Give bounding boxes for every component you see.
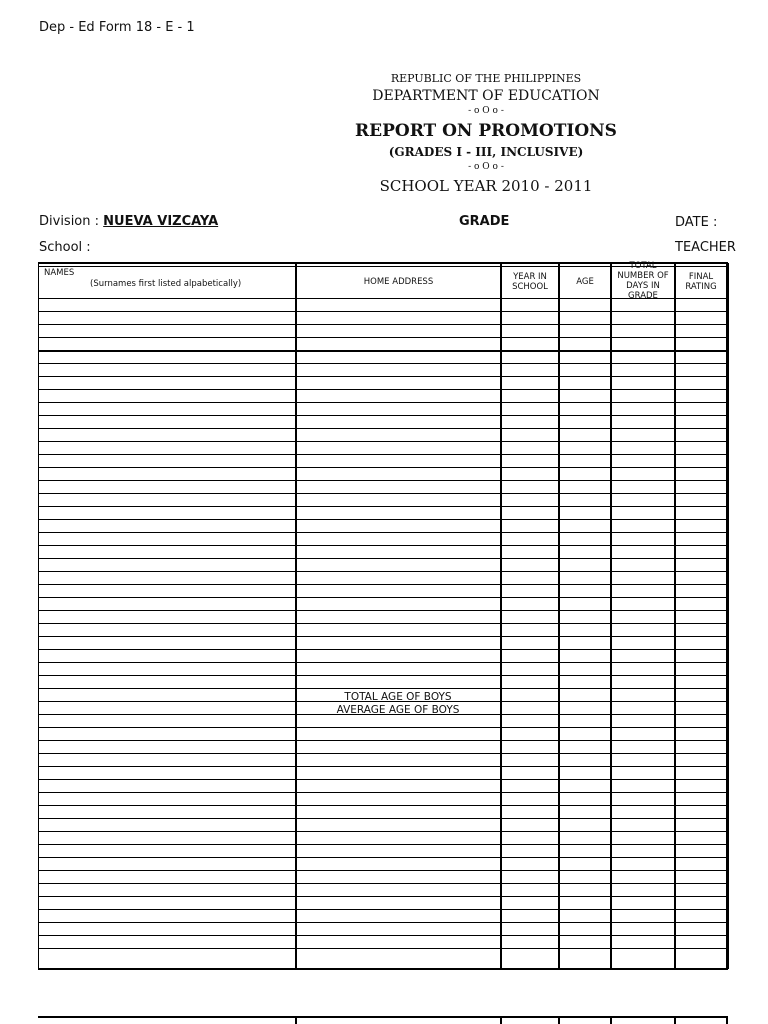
row-rule <box>38 675 728 676</box>
row-rule <box>38 779 728 780</box>
row-rule <box>38 623 728 624</box>
date-label: DATE : <box>675 215 718 230</box>
row-rule <box>38 558 728 559</box>
row-rule <box>38 935 728 936</box>
row-rule <box>38 584 728 585</box>
row-rule <box>38 441 728 442</box>
home-address-column-header: HOME ADDRESS <box>363 277 434 287</box>
final-rating-column-header: FINAL RATING <box>685 272 717 292</box>
row-rule <box>38 363 728 364</box>
row-rule <box>38 389 728 390</box>
age-column-header: AGE <box>576 277 594 287</box>
column-divider <box>674 1016 676 1024</box>
row-rule <box>38 844 728 845</box>
column-divider <box>295 1016 297 1024</box>
total-days-column-header: TOTAL NUMBER OF DAYS IN GRADE <box>617 261 669 301</box>
row-rule <box>38 805 728 806</box>
row-rule <box>38 909 728 910</box>
column-divider <box>726 263 729 969</box>
row-rule <box>38 792 728 793</box>
row-rule <box>38 818 728 819</box>
row-rule <box>38 467 728 468</box>
names-column-header: NAMES <box>44 268 75 278</box>
division-field <box>39 214 218 229</box>
year-in-school-column-header: YEAR IN SCHOOL <box>512 272 548 292</box>
form-code: Dep - Ed Form 18 - E - 1 <box>39 20 195 35</box>
ornament-separator: - o O o - <box>468 106 504 116</box>
row-rule <box>38 376 728 377</box>
row-rule <box>38 948 728 949</box>
row-rule <box>38 428 728 429</box>
school-year: SCHOOL YEAR 2010 - 2011 <box>379 177 593 195</box>
row-rule <box>38 766 728 767</box>
row-rule <box>38 311 728 312</box>
column-divider <box>295 263 297 969</box>
row-rule <box>38 896 728 897</box>
page-title: REPORT ON PROMOTIONS <box>355 121 617 141</box>
republic-heading: REPUBLIC OF THE PHILIPPINES <box>390 72 582 85</box>
row-rule <box>38 883 728 884</box>
row-rule <box>38 740 728 741</box>
row-rule <box>38 545 728 546</box>
row-rule <box>38 337 728 338</box>
column-divider <box>674 263 676 969</box>
row-rule <box>38 571 728 572</box>
ornament-separator: - o O o - <box>468 162 504 172</box>
row-rule <box>38 519 728 520</box>
row-rule <box>38 636 728 637</box>
average-age-boys-label: AVERAGE AGE OF BOYS <box>336 704 460 716</box>
row-rule <box>38 662 728 663</box>
row-rule <box>38 415 728 416</box>
row-rule <box>38 753 728 754</box>
school-label: School : <box>39 240 91 255</box>
next-table-top-rule <box>38 1016 728 1018</box>
row-rule <box>38 493 728 494</box>
column-divider <box>558 1016 560 1024</box>
row-rule <box>38 532 728 533</box>
column-divider <box>610 263 612 969</box>
division-label: Division : <box>39 214 100 229</box>
department-heading: DEPARTMENT OF EDUCATION <box>372 88 600 104</box>
row-rule <box>38 649 728 650</box>
row-rule <box>38 968 728 970</box>
row-rule <box>38 350 728 352</box>
division-value: NUEVA VIZCAYA <box>103 214 219 229</box>
column-divider <box>726 1016 728 1024</box>
teacher-label: TEACHER <box>675 240 736 255</box>
column-divider <box>610 1016 612 1024</box>
column-divider <box>558 263 560 969</box>
row-rule <box>38 480 728 481</box>
row-rule <box>38 506 728 507</box>
names-column-subheader: (Surnames first listed alpabetically) <box>90 279 242 289</box>
grade-label: GRADE <box>459 214 510 229</box>
row-rule <box>38 610 728 611</box>
row-rule <box>38 922 728 923</box>
row-rule <box>38 597 728 598</box>
row-rule <box>38 402 728 403</box>
column-divider <box>500 263 502 969</box>
column-divider <box>500 1016 502 1024</box>
row-rule <box>38 727 728 728</box>
row-rule <box>38 688 728 689</box>
row-rule <box>38 454 728 455</box>
total-age-boys-label: TOTAL AGE OF BOYS <box>344 691 452 703</box>
row-rule <box>38 857 728 858</box>
row-rule <box>38 831 728 832</box>
grades-subtitle: (GRADES I - III, INCLUSIVE) <box>388 145 584 159</box>
row-rule <box>38 324 728 325</box>
column-divider <box>38 263 39 969</box>
row-rule <box>38 870 728 871</box>
